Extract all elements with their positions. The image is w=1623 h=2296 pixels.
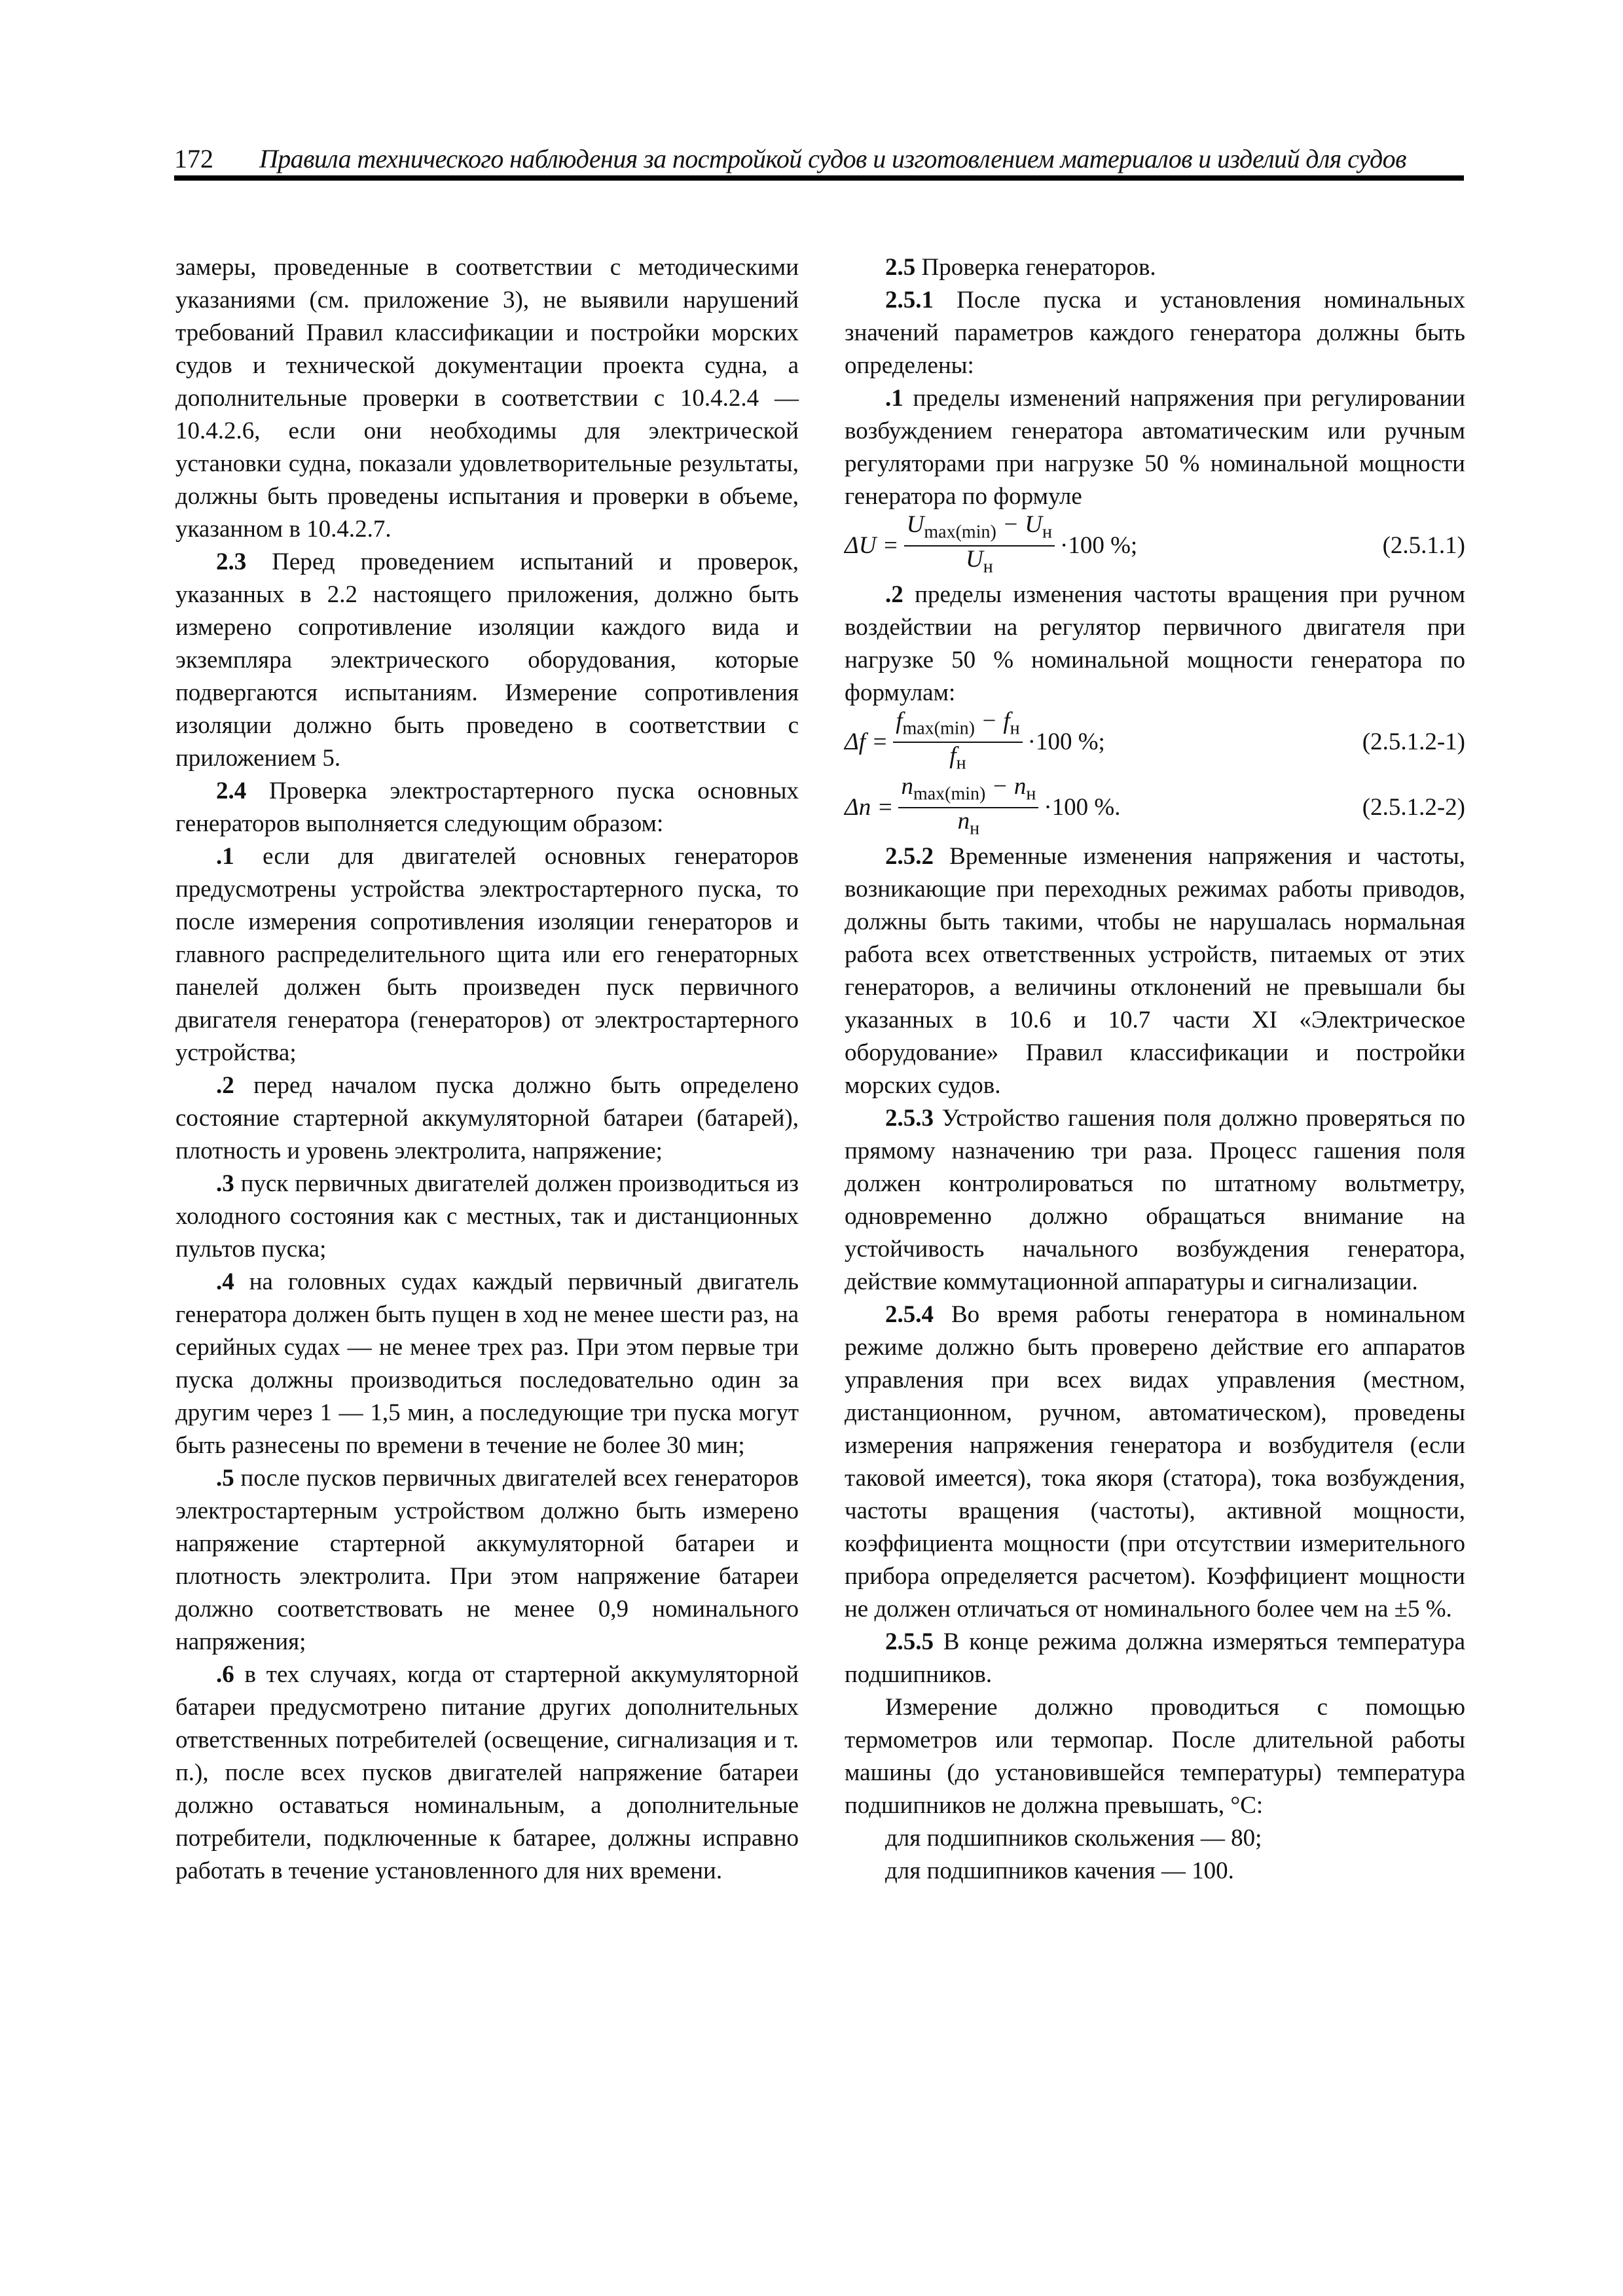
paragraph-2-5-5 [845, 1626, 1465, 1691]
clause-number: 2.5.4 [885, 1301, 934, 1328]
var: f [896, 707, 903, 734]
minus: − [996, 511, 1025, 538]
numerator [893, 708, 1022, 743]
var: n [901, 772, 913, 800]
paragraph-2-4 [175, 775, 799, 840]
var: f [949, 742, 957, 769]
fraction [893, 708, 1022, 777]
item-number: .2 [216, 1072, 234, 1099]
list-item [175, 1266, 799, 1462]
paragraph-text: Проверка генераторов. [915, 254, 1156, 281]
paragraph-text: после пусков первичных двигателей всех генераторов электростартерным устройством должно быть измерено напряжение стартерной аккумуляторной батареи и плотность электролита. При этом напряжение батареи должно соответствовать не менее 0,9 номинального напряжения; [175, 1465, 799, 1655]
paragraph-2-3 [175, 546, 799, 775]
item-number: .1 [216, 843, 234, 870]
paragraph-text: Устройство гашения поля должно проверяться по прямому назначению три раза. Процесс гашения поля должен контролироваться по штатному вольтметру, одновременно должно обращаться внимание на устойчивость начального возбуждения генератора, действие коммутационной аппаратуры и сигнализации. [845, 1105, 1465, 1295]
paragraph-text: В конце режима должна измеряться температура подшипников. [845, 1628, 1465, 1688]
paragraph-2-5-3 [845, 1102, 1465, 1299]
list-item [845, 382, 1465, 513]
denominator [966, 547, 993, 580]
formula-lhs: Δf = [845, 728, 888, 755]
clause-number: 2.5.5 [885, 1628, 934, 1655]
var: U [965, 546, 983, 573]
denominator [958, 808, 979, 842]
formula-tail: ·100 %; [1027, 728, 1105, 755]
formula-number: (2.5.1.1) [1382, 532, 1465, 559]
var: n [1013, 772, 1027, 800]
running-title: Правила технического наблюдения за постройкой судов и изготовлением материалов и изделий для судов [259, 144, 1406, 173]
paragraph-sliding-bearings: для подшипников скольжения — 80; [885, 1825, 1262, 1852]
paragraph-2-5-4 [845, 1299, 1465, 1626]
item-number: .3 [216, 1170, 234, 1197]
fraction [904, 512, 1055, 581]
list-item [845, 579, 1465, 709]
paragraph-text: замеры, проведенные в соответствии с методическими указаниями (см. приложение 3), не выявили нарушений требований Правил классификации и постройки морских судов и технической документации проекта судна, а дополнительные проверки в соответствии с 10.4.2.4 — 10.4.2.6, если они необходимы для электрической установки судна, показали удовлетворительные результаты, должны быть проведены испытания и проверки в объеме, указанном в 10.4.2.7. [175, 254, 799, 543]
page-number: 172 [174, 144, 213, 173]
formula-number: (2.5.1.2-1) [1362, 728, 1465, 755]
item-number: .6 [216, 1661, 234, 1688]
formula-2-5-1-2-2 [845, 772, 1465, 840]
numerator [898, 774, 1038, 808]
numerator [904, 512, 1055, 547]
var: U [906, 511, 924, 538]
left-column [175, 251, 799, 1888]
formula-tail: ·100 %; [1060, 532, 1138, 559]
paragraph-text: Временные изменения напряжения и частоты, возникающие при переходных режимах работы приводов, должны быть такими, чтобы не нарушалась нормальная работа всех ответственных устройств, питаемых от этих генераторов, а величины отклонений не превышали бы указанных в 10.6 и 10.7 части XI «Электрическое оборудование» Правил классификации и постройки морских судов. [845, 843, 1465, 1099]
paragraph-text: Перед проведением испытаний и проверок, указанных в 2.2 настоящего приложения, должно быть измерено сопротивление изоляции каждого вида и экземпляра электрического оборудования, которые подвергаются испытаниям. Измерение сопротивления изоляции должно быть проведено в соответствии с приложением 5. [175, 548, 799, 772]
subscript: max(min) [924, 522, 996, 542]
formula-tail: ·100 %. [1044, 794, 1121, 821]
subscript: н [970, 818, 980, 839]
minus: − [985, 772, 1014, 800]
item-number: .1 [885, 385, 903, 412]
paragraph-text: Проверка электростартерного пуска основных генераторов выполняется следующим образом: [175, 778, 799, 837]
subscript: max(min) [902, 718, 975, 738]
list-item [175, 1462, 799, 1659]
var: f [1003, 707, 1010, 734]
clause-number: 2.3 [216, 548, 247, 575]
denominator [949, 743, 966, 776]
subscript: н [1026, 783, 1036, 804]
paragraph-text: на головных судах каждый первичный двигатель генератора должен быть пущен в ход не менее шести раз, на серийных судах — не менее трех раз. При этом первые три пуска должны производиться последовательно один за другим через 1 — 1,5 мин, а последующие три пуска могут быть разнесены по времени в течение не более 30 мин; [175, 1268, 799, 1459]
list-item [175, 1069, 799, 1168]
paragraph-2-5 [845, 251, 1465, 284]
subscript: н [956, 753, 966, 774]
paragraph-measurement: Измерение должно проводиться с помощью термометров или термопар. После длительной работы машины (до установившейся температуры) температура подшипников не должна превышать, °С: [845, 1694, 1465, 1819]
var: n [957, 808, 970, 834]
clause-number: 2.5.2 [885, 843, 934, 870]
formula-2-5-1-2-1 [845, 709, 1465, 775]
item-number: .5 [216, 1465, 234, 1492]
paragraph-2-5-1 [845, 284, 1465, 382]
paragraph-text: пределы изменения частоты вращения при ручном воздействии на регулятор первичного двигателя при нагрузке 50 % номинальной мощности генератора по формулам: [845, 581, 1465, 706]
minus: − [974, 707, 1004, 734]
header-rule [174, 175, 1464, 181]
paragraph-text: в тех случаях, когда от стартерной аккумуляторной батареи предусмотрено питание других дополнительных ответственных потребителей (освещение, сигнализация и т. п.), после всех пусков двигателей напряжение батареи должно оставаться номинальным, а дополнительные потребители, подключенные к батарее, должны исправно работать в течение установленного для них времени. [175, 1661, 799, 1884]
paragraph-text: пределы изменений напряжения при регулировании возбуждением генератора автоматическим или ручным регуляторами при нагрузке 50 % номинальной мощности генератора по формуле [845, 385, 1465, 510]
paragraph-text: если для двигателей основных генераторов предусмотрены устройства электростартерного пуска, то после измерения сопротивления изоляции генераторов и главного распределительного щита или его генераторных панелей должен быть произведен пуск первичного двигателя генератора (генераторов) от электростартерного устройства; [175, 843, 799, 1066]
item-number: .4 [216, 1268, 234, 1295]
clause-number: 2.5.1 [885, 287, 934, 314]
list-item [175, 1168, 799, 1266]
subscript: н [1042, 522, 1052, 542]
list-item [175, 1659, 799, 1888]
paragraph-text: После пуска и установления номинальных значений параметров каждого генератора должны быть определены: [845, 287, 1465, 379]
clause-number: 2.5 [885, 254, 916, 281]
paragraph-2-5-2 [845, 840, 1465, 1102]
formula-lhs: Δn = [845, 794, 894, 821]
subscript: н [983, 556, 993, 577]
paragraph-text: перед началом пуска должно быть определено состояние стартерной аккумуляторной батареи (батарей), плотность и уровень электролита, напряжение; [175, 1072, 799, 1164]
clause-number: 2.5.3 [885, 1105, 934, 1132]
var: U [1025, 511, 1043, 538]
paragraph-rolling-bearings: для подшипников качения — 100. [885, 1857, 1234, 1884]
subscript: max(min) [913, 783, 986, 804]
paragraph-text: пуск первичных двигателей должен производиться из холодного состояния как с местных, так и дистанционных пультов пуска; [175, 1170, 799, 1263]
paragraph-text: Во время работы генератора в номинальном режиме должно быть проверено действие его аппаратов управления при всех видах управления (местном, дистанционном, ручном, автоматическом), проведены измерения напряжения генератора и возбудителя (если таковой имеется), тока якоря (статора), тока возбуждения, частоты вращения (частоты), активной мощности, коэффициента мощности (при отсутствии измерительного прибора определяется расчетом). Коэффициент мощности не должен отличаться от номинального более чем на ±5 %. [845, 1301, 1465, 1623]
subscript: н [1010, 718, 1020, 738]
clause-number: 2.4 [216, 778, 247, 804]
formula-lhs: ΔU = [845, 532, 899, 559]
page-header [174, 143, 1464, 175]
paragraph [175, 251, 799, 546]
fraction [898, 774, 1038, 842]
right-column [845, 251, 1465, 1888]
formula-number: (2.5.1.2-2) [1362, 794, 1465, 821]
list-item [175, 840, 799, 1069]
formula-2-5-1-1 [845, 513, 1465, 579]
item-number: .2 [885, 581, 903, 608]
